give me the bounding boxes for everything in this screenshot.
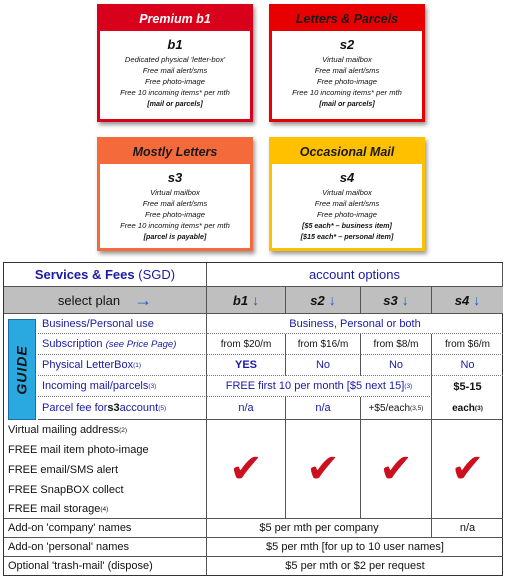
row-label-incoming: Incoming mail/parcels (3)	[38, 376, 207, 397]
select-plan-b1[interactable]: b1 ↓	[207, 287, 286, 314]
addon-trash-value: $5 per mth or $2 per request	[285, 560, 425, 572]
select-plan-s4[interactable]: s4 ↓	[432, 287, 503, 314]
plan-feature: Free photo-image	[317, 210, 377, 219]
incoming-s4: $5-15	[453, 380, 482, 393]
letterbox-s4: No	[432, 355, 503, 376]
right-arrow-icon: →	[134, 289, 153, 310]
addon-company-value: $5 per mth per company	[207, 519, 432, 538]
plan-card-b1[interactable]	[97, 4, 253, 122]
guide-badge: GUIDE	[8, 319, 36, 420]
checkmark-icon: ✔	[450, 446, 485, 492]
services-fees-table	[3, 262, 503, 576]
plan-feature: Dedicated physical 'letter-box'	[124, 55, 226, 64]
plan-note: [parcel is payable]	[143, 232, 207, 241]
plan-feature: Virtual mailbox	[322, 55, 372, 64]
business-use-value: Business, Personal or both	[207, 314, 503, 334]
currency-label: (SGD)	[138, 267, 176, 282]
row-label-subscription: Subscription (see Price Page)	[38, 334, 207, 355]
plan-feature: Free mail alert/sms	[142, 199, 208, 208]
plan-feature: Free photo-image	[317, 77, 377, 86]
plan-feature: Free photo-image	[145, 210, 205, 219]
plan-card-s2[interactable]	[269, 4, 425, 122]
row-label-parcel-fee: Parcel fee for s3 account (5)	[38, 397, 207, 420]
plan-code: b1	[167, 37, 183, 52]
down-arrow-icon: ↓	[401, 292, 409, 308]
plan-code: s3	[167, 170, 183, 185]
plan-feature: Free 10 incoming items* per mth	[120, 221, 230, 230]
plan-feature: Free 10 incoming items* per mth	[292, 88, 402, 97]
plan-code: s4	[339, 170, 355, 185]
letterbox-s3: No	[361, 355, 432, 376]
subscription-s3: from $8/m	[361, 334, 432, 355]
addon-personal-value: $5 per mth [for up to 10 user names]	[207, 538, 503, 557]
checkmark-icon: ✔	[229, 446, 263, 492]
plan-note: [$15 each* – personal item]	[300, 232, 394, 241]
plan-card-title: Mostly Letters	[132, 145, 218, 159]
addon-trash-label: Optional 'trash-mail' (dispose)	[4, 557, 207, 575]
check-s3	[361, 420, 432, 519]
letterbox-b1: YES	[207, 355, 286, 376]
checkmark-icon: ✔	[306, 446, 340, 492]
feature-snapbox-collect: FREE SnapBOX collect	[4, 480, 207, 500]
feature-virtual-address: Virtual mailing address (2)	[4, 420, 207, 440]
feature-email-sms: FREE email/SMS alert	[4, 460, 207, 480]
select-plan-s3[interactable]: s3 ↓	[361, 287, 432, 314]
select-plan-cell	[4, 287, 207, 314]
down-arrow-icon: ↓	[252, 292, 260, 308]
plan-card-s4[interactable]	[269, 137, 425, 251]
plan-feature: Free mail alert/sms	[142, 66, 208, 75]
plan-feature: Virtual mailbox	[322, 188, 372, 197]
row-label-business-use: Business/Personal use	[38, 314, 207, 334]
check-s2	[286, 420, 361, 519]
down-arrow-icon: ↓	[328, 292, 336, 308]
row-label-letterbox: Physical LetterBox (1)	[38, 355, 207, 376]
incoming-value: FREE first 10 per month [$5 next 15] (3)	[207, 376, 432, 397]
parcel-fee-s4: each (3)	[432, 397, 503, 420]
addon-company-s4: n/a	[432, 519, 503, 538]
select-plan-label: select plan	[57, 292, 121, 308]
plan-code: s2	[339, 37, 355, 52]
plan-card-title: Occasional Mail	[299, 145, 395, 159]
plan-feature: Virtual mailbox	[150, 188, 200, 197]
plan-feature: Free 10 incoming items* per mth	[120, 88, 230, 97]
subscription-s2: from $16/m	[286, 334, 361, 355]
services-fees-title: Services & Fees	[34, 267, 135, 282]
plan-feature: Free photo-image	[145, 77, 205, 86]
plan-note: [mail or parcels]	[319, 99, 375, 108]
plan-feature: Free mail alert/sms	[314, 199, 380, 208]
feature-mail-storage: FREE mail storage (4)	[4, 500, 207, 519]
addon-personal-label: Add-on 'personal' names	[4, 538, 207, 557]
feature-photo-image: FREE mail item photo-image	[4, 440, 207, 460]
subscription-s4: from $6/m	[432, 334, 503, 355]
parcel-fee-b1: n/a	[207, 397, 286, 420]
parcel-fee-s2: n/a	[286, 397, 361, 420]
plan-card-s3[interactable]	[97, 137, 253, 251]
plan-note: [mail or parcels]	[147, 99, 203, 108]
subscription-b1: from $20/m	[207, 334, 286, 355]
plan-feature: Free mail alert/sms	[314, 66, 380, 75]
select-plan-s2[interactable]: s2 ↓	[286, 287, 361, 314]
services-fees-header	[4, 263, 207, 287]
account-options-header: account options	[207, 263, 503, 287]
check-b1	[207, 420, 286, 519]
letterbox-s2: No	[286, 355, 361, 376]
addon-company-label: Add-on 'company' names	[4, 519, 207, 538]
plan-card-title: Letters & Parcels	[295, 12, 399, 26]
parcel-fee-s3: +$5/each (3,5)	[361, 397, 432, 420]
checkmark-icon: ✔	[379, 446, 413, 492]
plan-card-title: Premium b1	[139, 12, 211, 26]
down-arrow-icon: ↓	[473, 292, 481, 308]
plan-note: [$5 each* – business item]	[302, 221, 392, 230]
check-s4	[432, 420, 503, 519]
